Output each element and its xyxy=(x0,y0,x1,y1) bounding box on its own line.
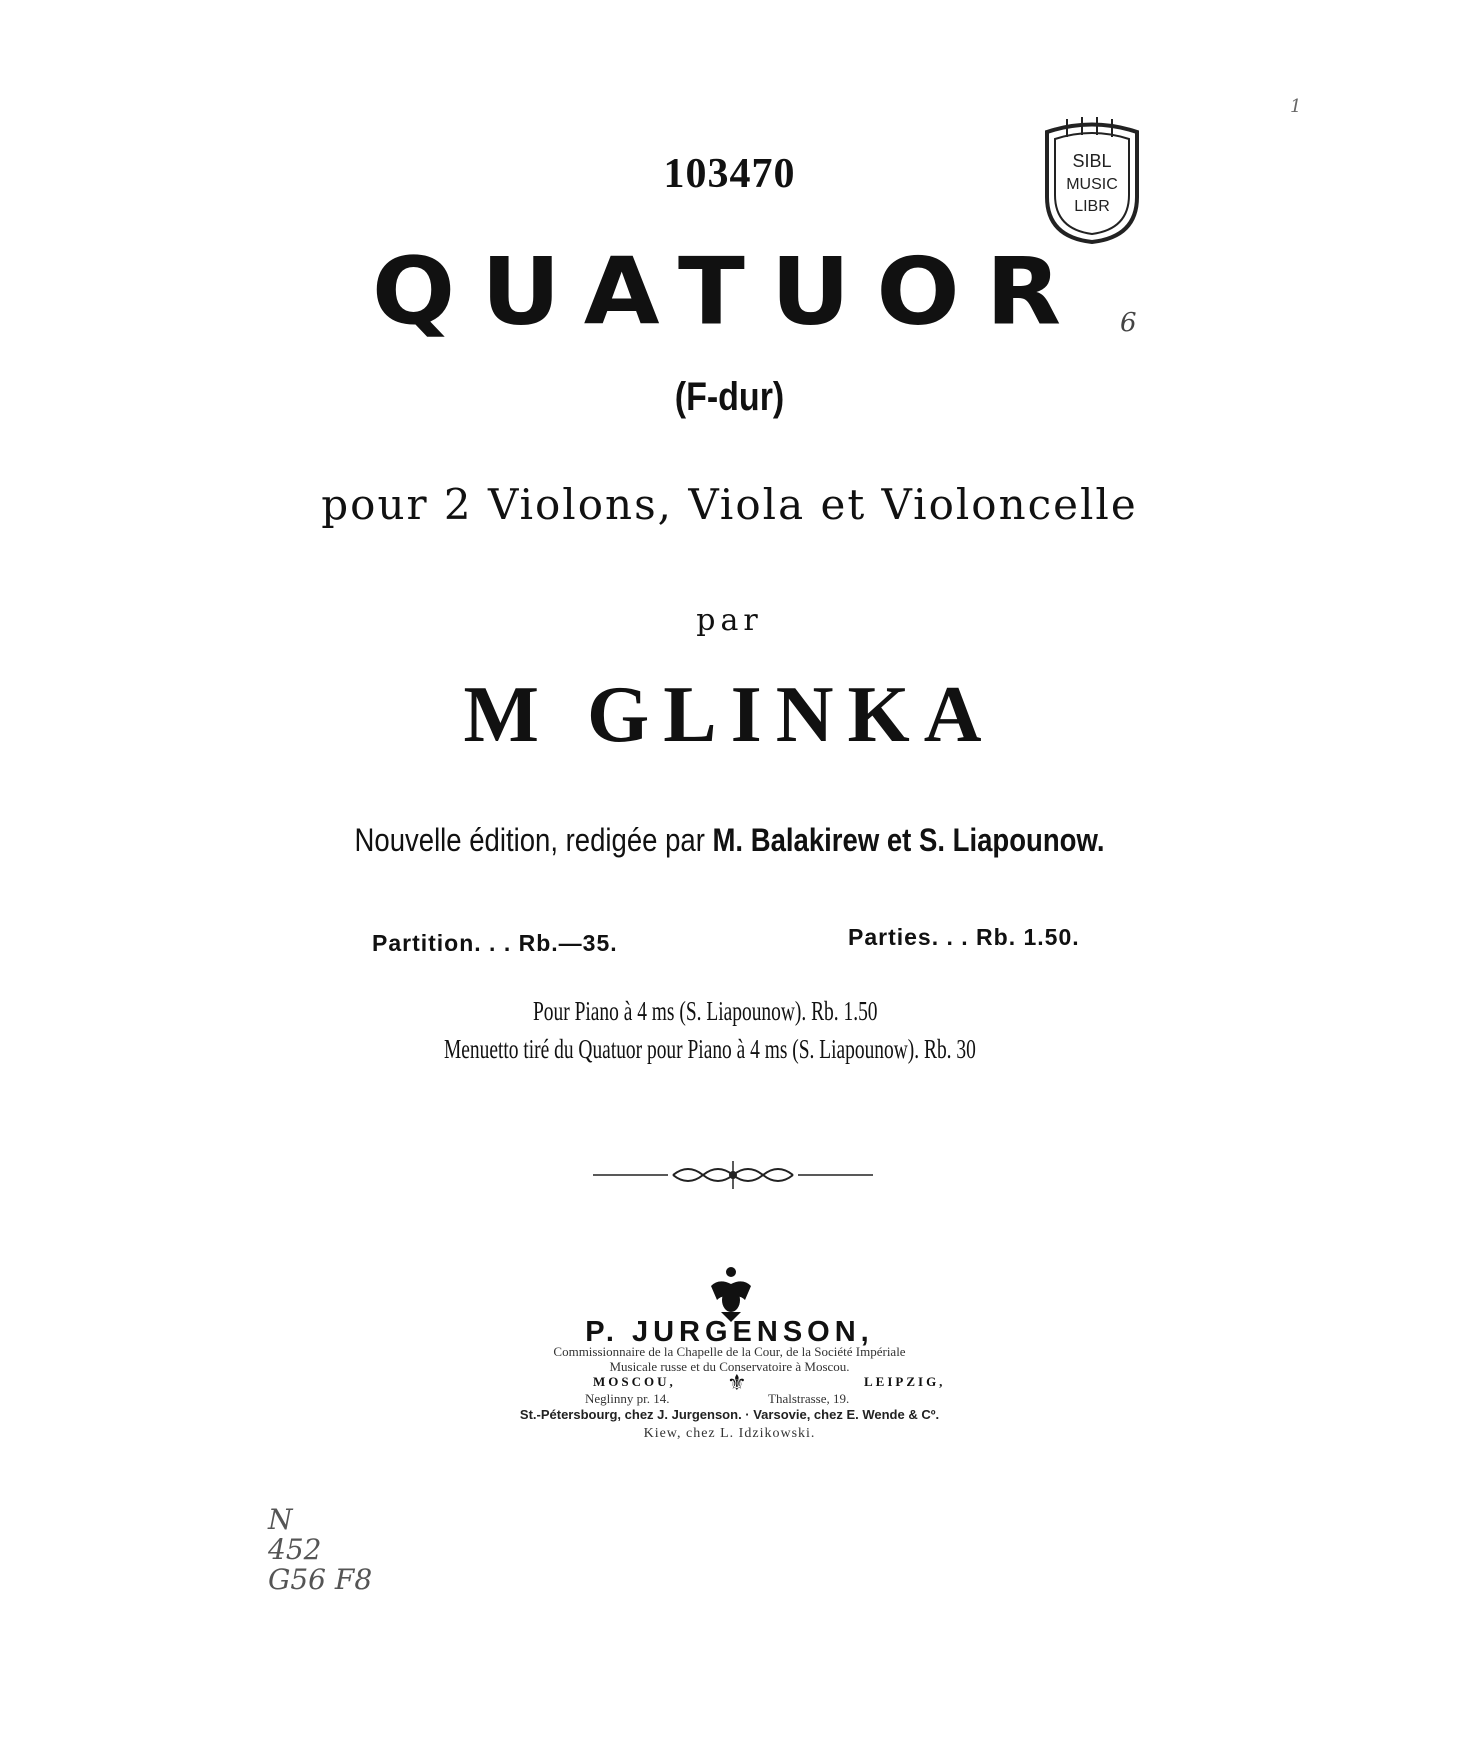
key-signature: (F-dur) xyxy=(674,375,785,419)
margin-note: 6 xyxy=(1120,308,1137,338)
editor-1: M. Balakirew xyxy=(712,822,880,858)
ornament-divider xyxy=(593,1155,873,1195)
main-title: QUATUOR xyxy=(371,237,1088,347)
publisher-name: P. JURGENSON, xyxy=(585,1316,874,1348)
arrangement-menuetto: Menuetto tiré du Quatuor pour Piano à 4 ms (S. Liapounow). Rb. 30 xyxy=(444,1034,976,1064)
arrangement-piano: Pour Piano à 4 ms (S. Liapounow). Rb. 1.50 xyxy=(533,996,878,1026)
library-stamp xyxy=(1037,117,1147,247)
city-leipzig: LEIPZIG, xyxy=(864,1374,946,1389)
shelf-mark-line-3: G56 F8 xyxy=(268,1563,373,1596)
shelf-mark-line-2: 452 xyxy=(268,1533,322,1566)
imperial-eagle-icon xyxy=(705,1264,757,1324)
catalog-number: 103470 xyxy=(663,151,796,197)
editor-2: S. Liapounow. xyxy=(918,822,1105,858)
publisher-branches: St.-Pétersbourg, chez J. Jurgenson. · Varsovie, chez E. Wende & Cº. xyxy=(519,1407,940,1422)
cross-ornament-icon: ⚜ xyxy=(727,1370,747,1395)
instrumentation: pour 2 Violons, Viola et Violoncelle xyxy=(321,480,1138,529)
composer-name: M GLINKA xyxy=(463,671,996,759)
shelf-mark xyxy=(268,1505,372,1595)
address-leipzig: Thalstrasse, 19. xyxy=(768,1391,850,1406)
svg-text:LIBR: LIBR xyxy=(1074,198,1110,215)
address-moscow: Neglinny pr. 14. xyxy=(585,1391,670,1406)
publisher-branch-kiev: Kiew, chez L. Idzikowski. xyxy=(643,1426,816,1441)
shelf-mark-line-1: N xyxy=(268,1503,293,1536)
edition-note xyxy=(102,822,1357,859)
page-number-pencil: 1 xyxy=(1290,96,1302,117)
publisher-appointment-2: Musicale russe et du Conservatoire à Moscou. xyxy=(609,1359,850,1374)
publisher-appointment: Commissionnaire de la Chapelle de la Cour, de la Société Impériale xyxy=(553,1344,906,1359)
city-moscow: MOSCOU, xyxy=(593,1374,676,1389)
edition-conj: et xyxy=(879,822,919,858)
by-line: par xyxy=(696,603,763,638)
svg-text:MUSIC: MUSIC xyxy=(1066,176,1118,193)
price-score: Partition. . . Rb.—35. xyxy=(372,930,618,956)
price-parts: Parties. . . Rb. 1.50. xyxy=(848,924,1080,950)
svg-text:SIBL: SIBL xyxy=(1072,151,1112,171)
edition-prefix: Nouvelle édition, redigée par xyxy=(354,822,713,858)
